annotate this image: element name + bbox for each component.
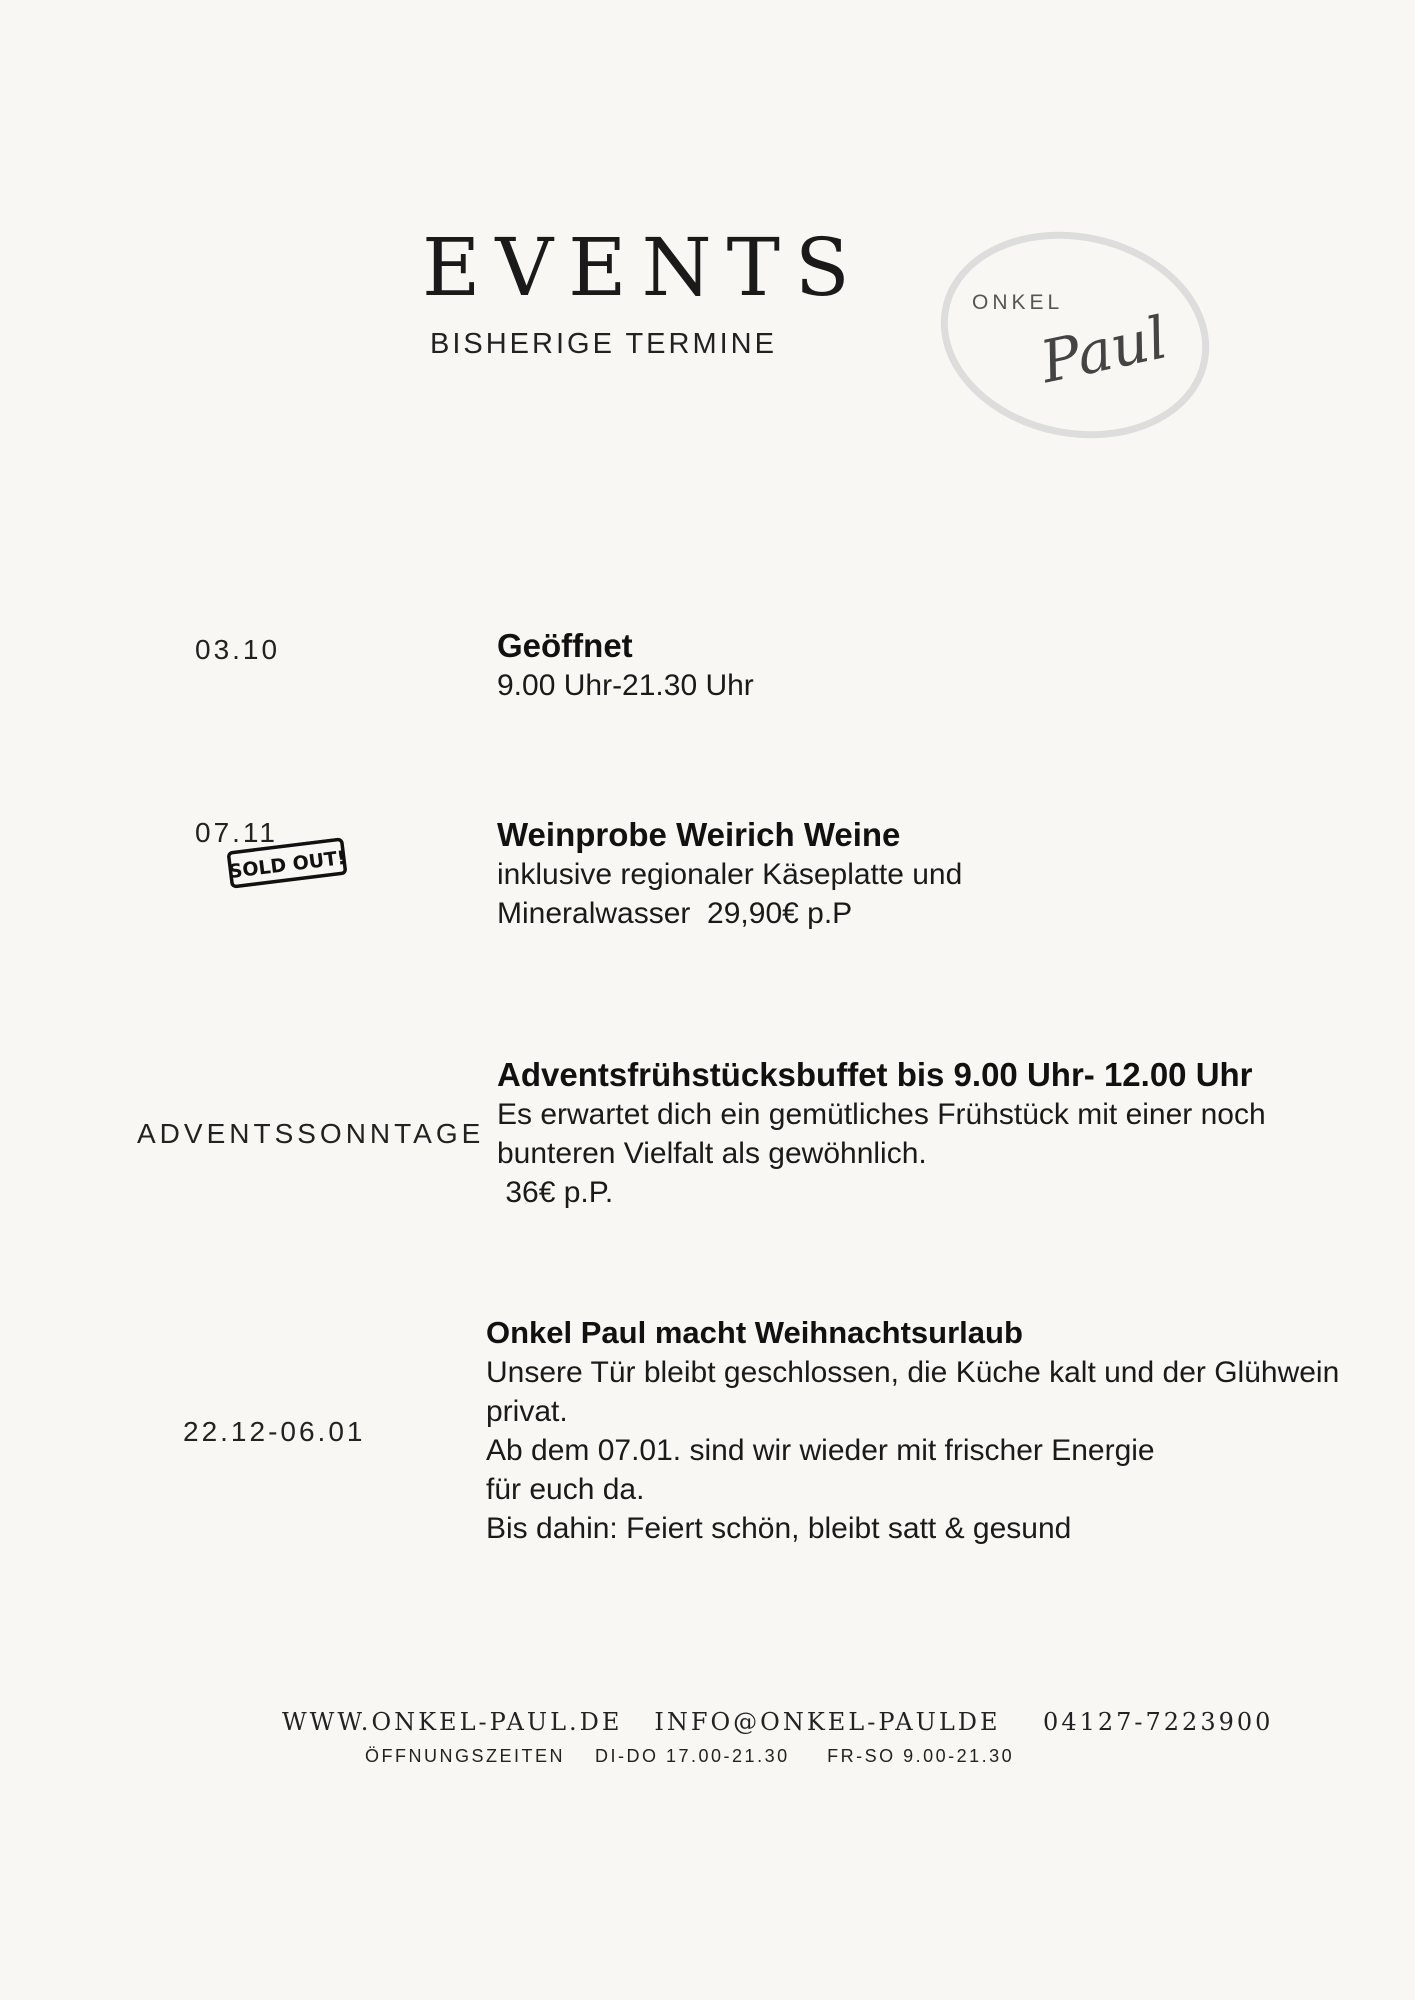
event-title: Weinprobe Weirich Weine <box>497 816 901 853</box>
email-link[interactable]: INFO@ONKEL-PAULDE <box>654 1708 1001 1736</box>
event-date: 07.11 <box>195 817 278 848</box>
event-date: ADVENTSSONNTAGE <box>137 1118 485 1149</box>
onkel-paul-logo <box>930 225 1220 455</box>
event-detail: inklusive regionaler Käseplatte und <box>497 858 963 891</box>
event-date: 22.12-06.01 <box>183 1416 366 1447</box>
event-detail: Unsere Tür bleibt geschlossen, die Küche kalt und der Glühwein <box>486 1356 1340 1389</box>
event-block <box>497 626 754 705</box>
event-detail: Es erwartet dich ein gemütliches Frühstück mit einer noch <box>497 1098 1266 1131</box>
event-detail: bunteren Vielfalt als gewöhnlich. <box>497 1137 927 1170</box>
event-detail: Bis dahin: Feiert schön, bleibt satt & gesund <box>486 1512 1072 1545</box>
event-block <box>497 815 962 933</box>
page-title: EVENTS <box>422 221 865 314</box>
event-date: 03.10 <box>195 634 281 665</box>
footer-hours <box>365 1746 1014 1767</box>
event-block <box>497 1055 1266 1212</box>
event-title: Onkel Paul macht Weihnachtsurlaub <box>486 1315 1023 1350</box>
event-title: Geöffnet <box>497 627 633 664</box>
hours-weekend: FR-SO 9.00-21.30 <box>827 1746 1015 1766</box>
event-detail: 9.00 Uhr-21.30 Uhr <box>497 669 754 702</box>
logo-text-paul: Paul <box>1034 303 1173 397</box>
logo-text-onkel: ONKEL <box>972 291 1064 314</box>
phone-number: 04127-7223900 <box>1043 1708 1274 1736</box>
event-detail: Mineralwasser 29,90€ p.P <box>497 897 853 930</box>
page-subtitle: BISHERIGE TERMINE <box>430 328 777 360</box>
footer-contact <box>282 1708 1273 1736</box>
website-link[interactable]: WWW.ONKEL-PAUL.DE <box>282 1708 623 1736</box>
event-block <box>486 1313 1339 1548</box>
hours-label: ÖFFNUNGSZEITEN <box>365 1746 565 1766</box>
event-detail: Ab dem 07.01. sind wir wieder mit frischer Energie <box>486 1434 1155 1467</box>
sold-out-label: SOLD OUT! <box>227 846 347 884</box>
event-detail: privat. <box>486 1395 568 1428</box>
event-title: Adventsfrühstücksbuffet bis 9.00 Uhr- 12.00 Uhr <box>497 1056 1253 1093</box>
event-detail: 36€ p.P. <box>497 1176 614 1209</box>
event-detail: für euch da. <box>486 1473 645 1506</box>
hours-weekday: DI-DO 17.00-21.30 <box>595 1746 790 1766</box>
